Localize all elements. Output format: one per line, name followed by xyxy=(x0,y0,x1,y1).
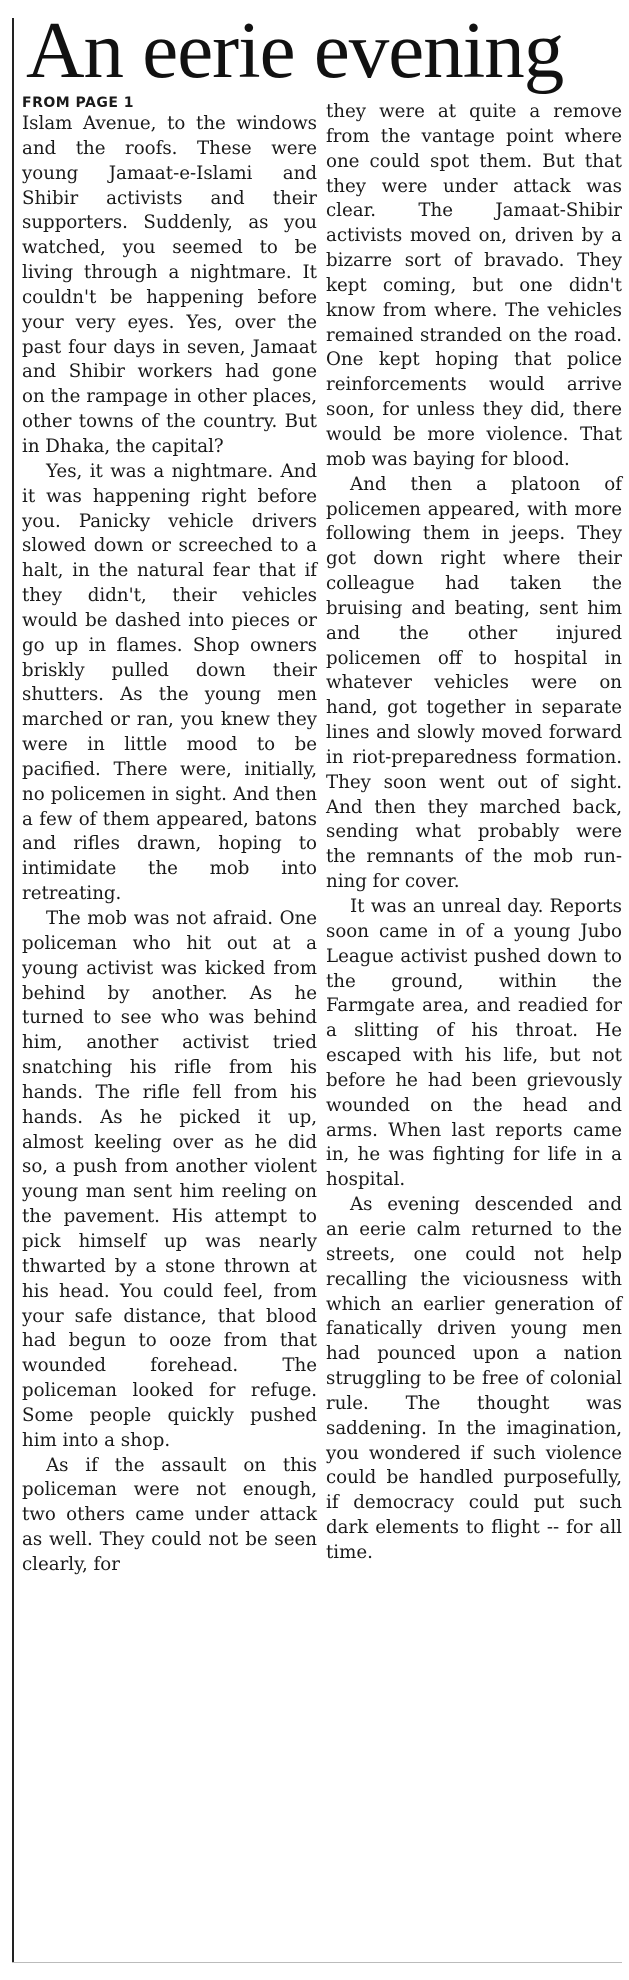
paragraph: Yes, it was a nightmare. And it was happening right before you. Panicky vehicle drivers slowed down or screeched to a halt, in the natural fear that if they didn't, their vehicles would be dashed into pieces or go up in flames. Shop owners briskly pulled down their shutters. As the young men marched or ran, you knew they were in little mood to be pacified. There were, initially, no policemen in sight. And then a few of them appeared, batons and rifles drawn, hoping to intimidate the mob into retreating. xyxy=(22,460,317,905)
paragraph: And then a platoon of policemen appeared, with more following them in jeeps. They got down right where their colleague had taken the bruising and beating, sent him and the other injured policemen off to hospital in whatever vehicles were on hand, got together in separate lines and slowly moved forward in riot-preparedness formation. They soon went out of sight. And then they marched back, sending what probably were the remnants of the mob running for cover. xyxy=(326,473,622,893)
paragraph: As evening descended and an eerie calm returned to the streets, one could not help recalling the viciousness with which an earlier generation of fanatically driven young men had pounced upon a nation struggling to be free of colonial rule. The thought was saddening. In the imagination, you wondered if such violence could be handled purposefully, if democracy could put such dark elements to flight -- for all time. xyxy=(326,1194,622,1563)
column-rule-left xyxy=(12,18,14,1963)
paragraph: It was an unreal day. Reports soon came in of a young Jubo League activist pushed down to the ground, within the Farmgate area, and readied for a slitting of his throat. He escaped with his life, but not before he had been grievously wounded on the head and arms. When last reports came in, he was fighting for life in a hospital. xyxy=(326,896,622,1191)
paragraph: The mob was not afraid. One policeman who hit out at a young activist was kicked from behind by another. As he turned to see who was behind him, another activist tried snatching his rifle from his hands. The rifle fell from his hands. As he picked it up, almost keeling over as he did so, a push from another violent young man sent him reeling on the pavement. His attempt to pick himself up was nearly thwarted by a stone thrown at his head. You could feel, from your safe distance, that blood had begun to ooze from that wounded forehead. The policeman looked for refuge. Some people quickly pushed him into a shop. xyxy=(22,908,317,1451)
paragraph: Islam Avenue, to the windows and the roofs. These were young Jamaat-e-Islami and Shibir activists and their supporters. Suddenly, as you watched, you seemed to be living through a nightmare. It couldn't be happening before your very eyes. Yes, over the past four days in seven, Jamaat and Shibir workers had gone on the rampage in other places, other towns of the country. But in Dhaka, the capital? xyxy=(22,113,317,457)
paragraph: they were at quite a remove from the vantage point where one could spot them. But that they were under attack was clear. The Jamaat-Shibir activists moved on, driven by a bizarre sort of bravado. They kept coming, but one didn't know from where. The vehicles remained stranded on the road. One kept hoping that police reinforcements would arrive soon, for unless they did, there would be more violence. That mob was baying for blood. xyxy=(326,101,622,470)
bottom-rule xyxy=(12,1962,622,1963)
kicker-from-page-1: FROM PAGE 1 xyxy=(22,95,135,111)
headline: An eerie evening xyxy=(26,5,564,95)
article-column-right xyxy=(326,100,622,1566)
paragraph: As if the assault on this policeman were not enough, two others came under attack as well. They could not be seen clearly, for xyxy=(22,1454,317,1575)
article-column-left xyxy=(22,96,317,1578)
